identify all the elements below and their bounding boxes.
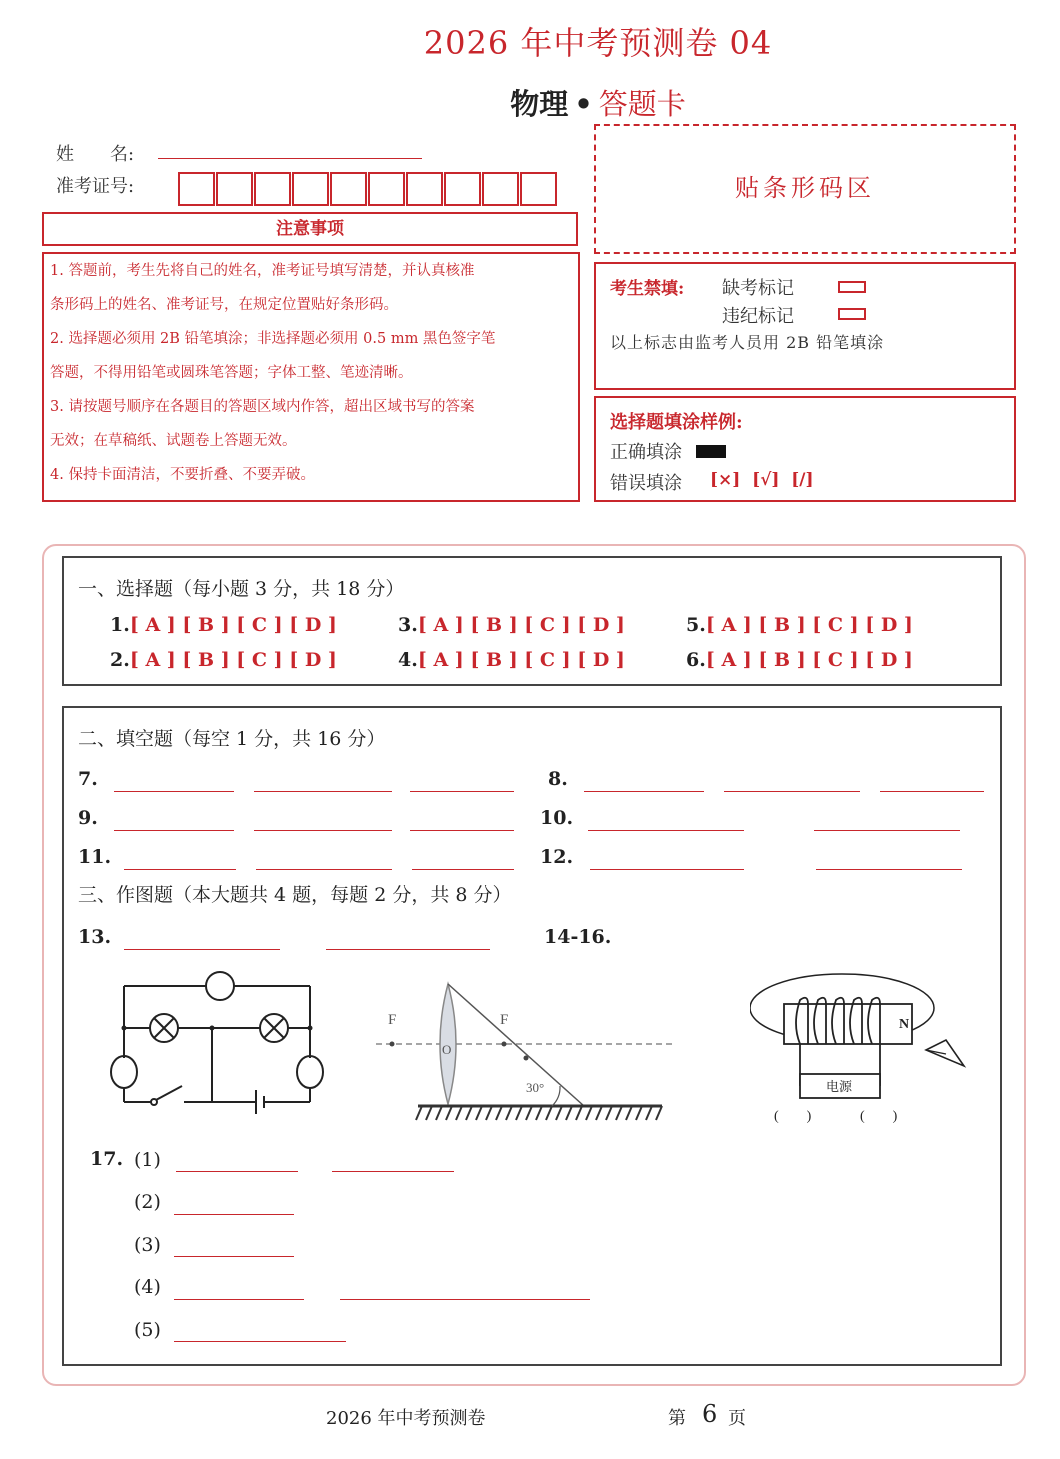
q13-blank[interactable]: [326, 948, 490, 950]
q1-number: 1.: [110, 614, 130, 636]
wrong-fill-label: 错误填涂: [610, 473, 682, 494]
q17-part1-blank[interactable]: [176, 1170, 298, 1172]
q3-number: 3.: [398, 614, 418, 636]
footer-page-number: 6: [702, 1400, 718, 1428]
notice-line: 3. 请按题号顺序在各题目的答题区域内作答，超出区域书写的答案: [50, 399, 475, 415]
name-label: 姓 名:: [56, 144, 135, 165]
choice-q1[interactable]: [110, 614, 337, 636]
q17-part4-blank[interactable]: [340, 1298, 590, 1300]
notice-heading: 注意事项: [42, 212, 578, 246]
q10-blank[interactable]: [814, 829, 960, 831]
polarity-paren-right[interactable]: ( ): [860, 1109, 898, 1124]
q12-blank[interactable]: [816, 868, 962, 870]
q13-number: 13.: [78, 926, 112, 948]
choice-q2[interactable]: [110, 649, 337, 671]
q9-blank[interactable]: [114, 829, 234, 831]
focus-label-right: F: [500, 1012, 509, 1028]
q6-options[interactable]: [ A ] [ B ] [ C ] [ D ]: [705, 649, 913, 671]
q11-number: 11.: [78, 846, 112, 868]
answer-card-label: 答题卡: [598, 87, 686, 121]
proctor-label: 考生禁填:: [610, 279, 685, 299]
q4-number: 4.: [398, 649, 418, 671]
q9-number: 9.: [78, 807, 98, 829]
id-number-boxes[interactable]: [178, 172, 558, 206]
id-digit-box[interactable]: [178, 172, 215, 206]
q8-blank[interactable]: [880, 790, 984, 792]
q10-blank[interactable]: [588, 829, 744, 831]
q17-part4-blank[interactable]: [174, 1298, 304, 1300]
q17-part2-blank[interactable]: [174, 1213, 294, 1215]
q17-part1-blank[interactable]: [332, 1170, 454, 1172]
id-digit-box[interactable]: [254, 172, 291, 206]
angle-label: 30°: [526, 1080, 545, 1095]
q12-number: 12.: [540, 846, 574, 868]
absent-mark-box[interactable]: [838, 281, 866, 293]
q17-part2-label: (2): [134, 1191, 161, 1213]
q17-number: 17.: [90, 1148, 124, 1170]
notice-line: 1. 答题前，考生先将自己的姓名，准考证号填写清楚，并认真核准: [50, 263, 475, 279]
footer-page-prefix: 第: [668, 1408, 686, 1429]
q14-16-number: 14-16.: [544, 926, 612, 948]
id-digit-box[interactable]: [406, 172, 443, 206]
id-digit-box[interactable]: [330, 172, 367, 206]
q7-blank[interactable]: [114, 790, 234, 792]
q7-blank[interactable]: [254, 790, 392, 792]
card-subtitle: [0, 82, 1060, 123]
choice-q6[interactable]: [686, 649, 913, 671]
q17-part5-label: (5): [134, 1319, 161, 1341]
barcode-area: 贴条形码区: [594, 124, 1016, 254]
q8-blank[interactable]: [584, 790, 704, 792]
q5-options[interactable]: [ A ] [ B ] [ C ] [ D ]: [705, 614, 913, 636]
polarity-paren-left[interactable]: ( ): [774, 1109, 812, 1124]
section-choice: [62, 556, 1002, 686]
q11-blank[interactable]: [124, 868, 236, 870]
violation-mark-box[interactable]: [838, 308, 866, 320]
q5-number: 5.: [686, 614, 706, 636]
circuit-diagram[interactable]: [104, 966, 344, 1116]
q17-part3-label: (3): [134, 1234, 161, 1256]
q1-options[interactable]: [ A ] [ B ] [ C ] [ D ]: [129, 614, 337, 636]
q10-number: 10.: [540, 807, 574, 829]
q9-blank[interactable]: [254, 829, 392, 831]
correct-fill-label: 正确填涂: [610, 442, 682, 463]
id-digit-box[interactable]: [482, 172, 519, 206]
q17-part4-label: (4): [134, 1276, 161, 1298]
section1-title: 一、选择题（每小题 3 分，共 18 分）: [78, 578, 405, 600]
proctor-box: [594, 262, 1016, 390]
q17-part5-blank[interactable]: [174, 1340, 346, 1342]
choice-q4[interactable]: [398, 649, 625, 671]
wrong-marks: [×] [√] [/]: [710, 470, 814, 490]
q6-number: 6.: [686, 649, 706, 671]
focus-label-left: F: [388, 1012, 397, 1028]
id-digit-box[interactable]: [520, 172, 557, 206]
notice-line: 条形码上的姓名、准考证号，在规定位置贴好条形码。: [50, 297, 398, 313]
q8-number: 8.: [548, 768, 568, 790]
section-written: [62, 706, 1002, 1366]
q2-options[interactable]: [ A ] [ B ] [ C ] [ D ]: [129, 649, 337, 671]
solenoid-diagram[interactable]: [750, 970, 970, 1128]
q17-part1-label: (1): [134, 1149, 161, 1171]
notice-line: 无效；在草稿纸、试题卷上答题无效。: [50, 433, 297, 449]
id-digit-box[interactable]: [292, 172, 329, 206]
name-field[interactable]: [158, 158, 422, 159]
q7-blank[interactable]: [410, 790, 514, 792]
notice-line: 答题，不得用铅笔或圆珠笔答题；字体工整、笔迹清晰。: [50, 365, 413, 381]
exam-title: 2026 年中考预测卷 04: [423, 24, 773, 62]
north-pole-label: N: [899, 1017, 910, 1032]
filled-mark-icon: [696, 445, 726, 458]
q11-blank[interactable]: [256, 868, 392, 870]
proctor-note: 以上标志由监考人员用 2B 铅笔填涂: [610, 333, 885, 352]
section3-title: 三、作图题（本大题共 4 题，每题 2 分，共 8 分）: [78, 884, 512, 906]
q17-part3-blank[interactable]: [174, 1255, 294, 1257]
id-digit-box[interactable]: [368, 172, 405, 206]
lens-diagram[interactable]: [372, 978, 672, 1124]
choice-q3[interactable]: [398, 614, 625, 636]
footer-page-suffix: 页: [728, 1408, 746, 1429]
fill-sample-box: [594, 396, 1016, 502]
q3-options[interactable]: [ A ] [ B ] [ C ] [ D ]: [417, 614, 625, 636]
id-digit-box[interactable]: [444, 172, 481, 206]
q12-blank[interactable]: [590, 868, 744, 870]
q9-blank[interactable]: [410, 829, 514, 831]
subtitle-dot: •: [574, 87, 593, 121]
q2-number: 2.: [110, 649, 130, 671]
q13-blank[interactable]: [124, 948, 280, 950]
choice-q5[interactable]: [686, 614, 913, 636]
q11-blank[interactable]: [412, 868, 514, 870]
footer-exam-name: 2026 年中考预测卷: [326, 1408, 486, 1429]
q7-number: 7.: [78, 768, 98, 790]
id-digit-box[interactable]: [216, 172, 253, 206]
notice-line: 2. 选择题必须用 2B 铅笔填涂；非选择题必须用 0.5 mm 黑色签字笔: [50, 331, 496, 347]
q4-options[interactable]: [ A ] [ B ] [ C ] [ D ]: [417, 649, 625, 671]
power-supply-label: 电源: [826, 1080, 853, 1095]
notice-box: [42, 252, 580, 502]
section2-title: 二、填空题（每空 1 分，共 16 分）: [78, 728, 386, 750]
violation-label: 违纪标记: [722, 306, 794, 327]
q8-blank[interactable]: [724, 790, 860, 792]
notice-line: 4. 保持卡面清洁，不要折叠、不要弄破。: [50, 467, 315, 483]
sample-title: 选择题填涂样例:: [610, 412, 743, 433]
optical-center-label: O: [442, 1042, 452, 1057]
absent-label: 缺考标记: [722, 278, 794, 299]
id-label: 准考证号:: [56, 176, 135, 197]
subject-name: 物理: [510, 87, 569, 121]
